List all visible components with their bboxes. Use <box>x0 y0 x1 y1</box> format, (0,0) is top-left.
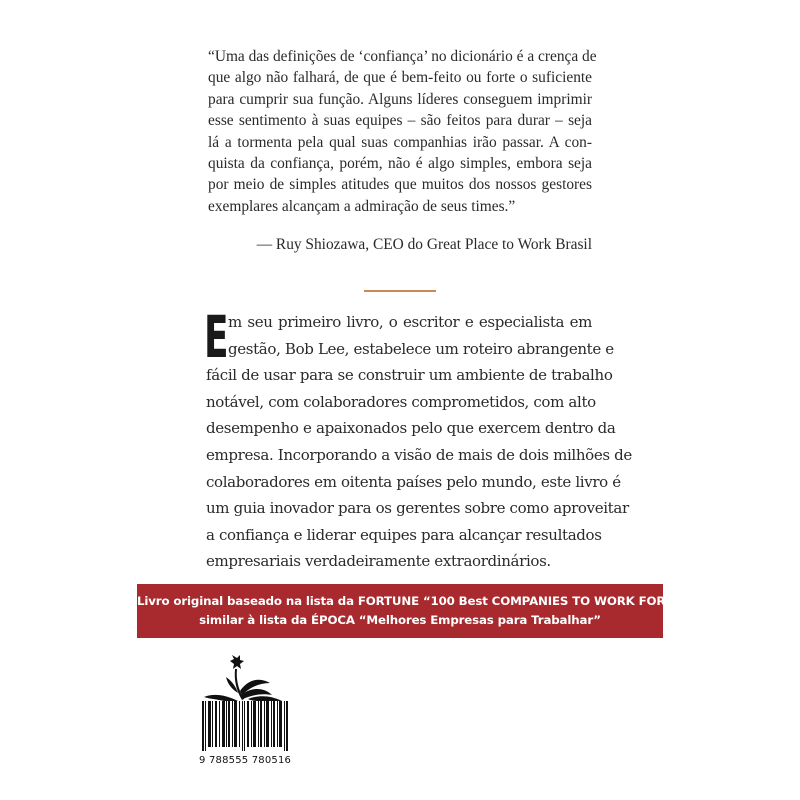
quote-line: esse sentimento à suas equipes – são feitos para durar – seja <box>208 112 592 130</box>
quote-line: “Uma das definições de ‘confiança’ no dicionário é a crença de <box>208 48 597 65</box>
description-line: desempenho e apaixonados pelo que exercem dentro da <box>206 419 616 438</box>
description-line: a confiança e liderar equipes para alcançar resultados <box>206 525 602 544</box>
quote-attribution: — Ruy Shiozawa, CEO do Great Place to Work Brasil <box>256 236 592 253</box>
isbn-number: 9 788555 780516 <box>199 755 292 766</box>
banner-line-fortune: Livro original baseado na lista da FORTUNE “100 Best COMPANIES TO WORK FOR” <box>137 594 673 608</box>
quote-line: exemplares alcançam a admiração de seus times.” <box>208 197 516 215</box>
description-line: gestão, Bob Lee, estabelece um roteiro abrangente e <box>228 339 614 358</box>
description-line: m seu primeiro livro, o escritor e especialista em <box>228 313 592 331</box>
description-line: um guia inovador para os gerentes sobre como aproveitar <box>206 499 629 518</box>
drop-cap-letter: E <box>204 303 229 371</box>
description-line: notável, com colaboradores comprometidos, com alto <box>206 392 596 411</box>
flower-book-logo-icon <box>204 655 282 701</box>
ranking-banner <box>137 584 673 638</box>
quote-line: que algo não falhará, de que é bem-feito ou forte o suficiente <box>208 69 592 87</box>
barcode-bars <box>202 701 288 751</box>
endorsement-quote <box>208 46 597 217</box>
description-line: empresa. Incorporando a visão de mais de dois milhões de <box>206 445 632 464</box>
description-line: fácil de usar para se construir um ambiente de trabalho <box>206 366 613 385</box>
section-divider <box>364 290 436 292</box>
description-line: colaboradores em oitenta países pelo mundo, este livro é <box>206 472 621 491</box>
banner-line-epoca: similar à lista da ÉPOCA “Melhores Empresas para Trabalhar” <box>199 613 601 627</box>
quote-line: para cumprir sua função. Alguns líderes conseguem imprimir <box>208 90 592 108</box>
quote-line: por meio de simples atitudes que muitos dos nossos gestores <box>208 176 592 194</box>
quote-line: lá a tormenta pela qual suas companhias irão passar. A con- <box>208 133 592 151</box>
description-line: empresariais verdadeiramente extraordinários. <box>206 552 551 571</box>
quote-line: quista da confiança, porém, não é algo simples, embora seja <box>208 155 592 173</box>
book-description <box>204 303 632 575</box>
